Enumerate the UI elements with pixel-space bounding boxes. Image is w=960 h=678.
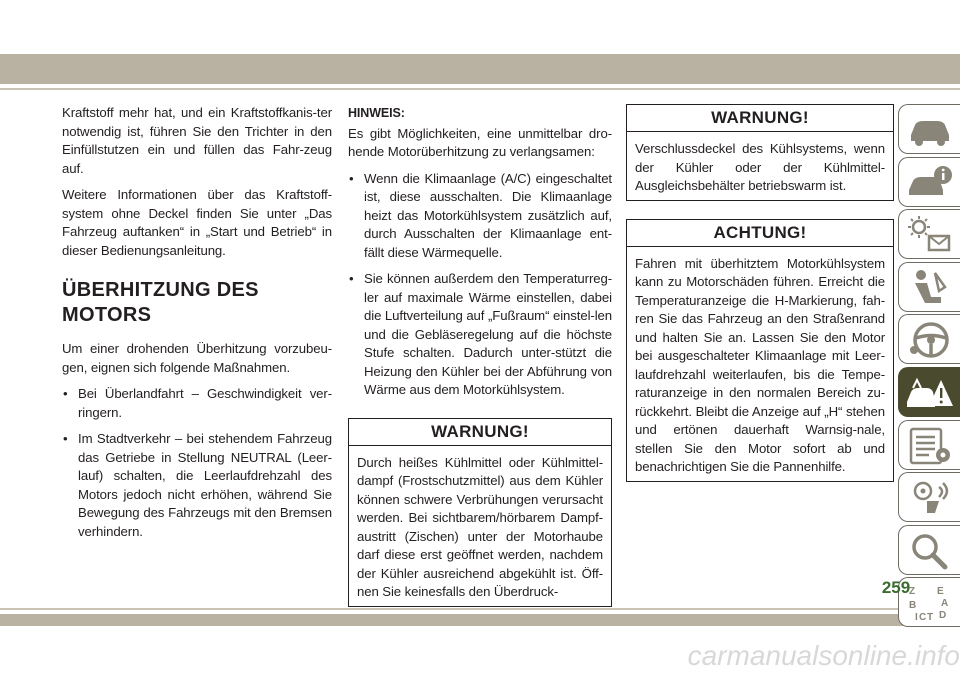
warning-lights-icon [905,214,955,256]
chapter-tab-sidebar [898,104,960,630]
tab-search[interactable] [898,525,960,575]
index-letter: Z [909,586,916,598]
caution-text: Fahren mit überhitztem Motorkühlsystem kann zu Motorschäden führen. Erreicht die Temperaturanzeige die H-Markierung, fah-ren Sie das Fahrzeug an den Straßenrand und halten Sie an. Lassen Sie den Motor bei ausgeschalteter Klimaanlage mit Leer-laufdrehzahl weiterlaufen, bis die Tempe-raturanzeige in den normalen Bereich zu-rückkehrt. Bleibt die Anzeige auf „H“ stehen und ertönen dauerhaft Warnsig-nale, stellen Sie den Motor sofort ab und benachrichtigen Sie die Pannenhilfe. [635,255,885,474]
seat-airbag-icon [905,267,955,309]
warning-box-continued [626,104,894,201]
steering-wheel-icon [905,319,955,361]
index-letter: I [915,612,918,624]
bottom-divider-line [0,608,960,610]
tab-warning-lights[interactable] [898,209,960,259]
index-letter: A [941,598,949,610]
list-item: • Sie können außerdem den Temperaturreg-ler auf maximale Wärme einstellen, dabei die Luftverteilung auf „Fußraum“ einstel-len und die Gebläseregelung auf die höchste Stufe schalten. Dadurch unter-stützt die Heizung den Kühler bei der Abführung von Wärme aus dem Motorkühlsystem. [348,270,612,400]
paragraph-prevention-intro: Um einer drohenden Überhitzung vorzubeu-gen, eignen sich folgende Maßnahmen. [62,341,332,375]
paragraph-fuel-system-reference: Weitere Informationen über das Kraftstoff-system ohne Deckel finden Sie unter „Das Fahrzeug auftanken“ in „Start und Betrieb“ in dieser Bedienungsanleitung. [62,187,332,258]
top-decorative-band [0,54,960,84]
section-heading-line1: ÜBERHITZUNG DES [62,279,259,301]
bottom-decorative-band [0,614,960,626]
column-middle [348,104,612,607]
search-icon [905,530,955,572]
caution-title: ACHTUNG! [627,220,893,247]
index-letter: T [927,612,934,624]
section-heading-line2: MOTORS [62,304,152,326]
warning-title: WARNUNG! [349,419,611,446]
tab-emergency[interactable] [898,367,960,417]
list-item: • Bei Überlandfahrt – Geschwindigkeit ver-ringern. [62,385,332,422]
hint-list [348,170,612,400]
maintenance-list-icon [905,425,955,467]
column-left [62,104,332,549]
caution-box-overheating [626,219,894,482]
warning-box-coolant [348,418,612,607]
column-right [626,104,894,482]
multimedia-icon [905,477,955,519]
page-number: 259 [881,578,911,597]
car-exterior-icon [905,109,955,151]
prevention-list [62,385,332,541]
hint-label: HINWEIS: [348,106,405,120]
tab-steering-wheel[interactable] [898,314,960,364]
tab-car-info[interactable] [898,157,960,207]
watermark-text: carmanualsonline.info [687,640,960,671]
warning-text: Verschlussdeckel des Kühlsystems, wenn der Kühler oder der Kühlmittel-Ausgleichsbehälter betriebswarm ist. [635,141,885,193]
list-item: • Im Stadtverkehr – bei stehendem Fahrzeug das Getriebe in Stellung NEUTRAL (Leer-lauf) schalten, die Leerlaufdrehzahl des Motors jedoch nicht erhöhen, während Sie Bewegung des Fahrzeugs mit den Bremsen verhindern. [62,430,332,541]
tab-car-exterior[interactable] [898,104,960,154]
warning-title: WARNUNG! [627,105,893,132]
index-letter: D [939,610,947,622]
emergency-icon [905,372,955,414]
tab-multimedia[interactable] [898,472,960,522]
section-heading [62,278,332,328]
warning-text: Durch heißes Kühlmittel oder Kühlmittel-dampf (Frostschutzmittel) aus dem Kühler können schwere Verbrühungen verursacht werden. Bei sichtbarem/hörbarem Dampf-austritt (Zischen) unter der Motorhaube darf diese erst geöffnet werden, nachdem der Kühler ausreichend abgekühlt ist. Öff-nen Sie keinesfalls den Überdruck- [357,454,603,599]
index-letter: C [919,612,927,624]
index-letter: E [937,586,944,598]
list-item: • Wenn die Klimaanlage (A/C) eingeschaltet ist, diese ausschalten. Die Klimaanlage heizt das Motorkühlsystem zusätzlich auf, durch Ausschalten der Klimaanlage ent-fällt diese Wärmequelle. [348,170,612,263]
tab-seat-airbag[interactable] [898,262,960,312]
index-letter: B [909,600,917,612]
tab-maintenance-list[interactable] [898,420,960,470]
hint-text: Es gibt Möglichkeiten, eine unmittelbar dro-hende Motorüberhitzung zu verlangsamen: [348,125,612,159]
paragraph-fuel-funnel: Kraftstoff mehr hat, und ein Kraftstoffkanis-ter notwendig ist, führen Sie den Trichter in den Einfüllstutzen ein und füllen das Fahr-zeug auf. [62,105,332,176]
car-info-icon [905,162,955,204]
